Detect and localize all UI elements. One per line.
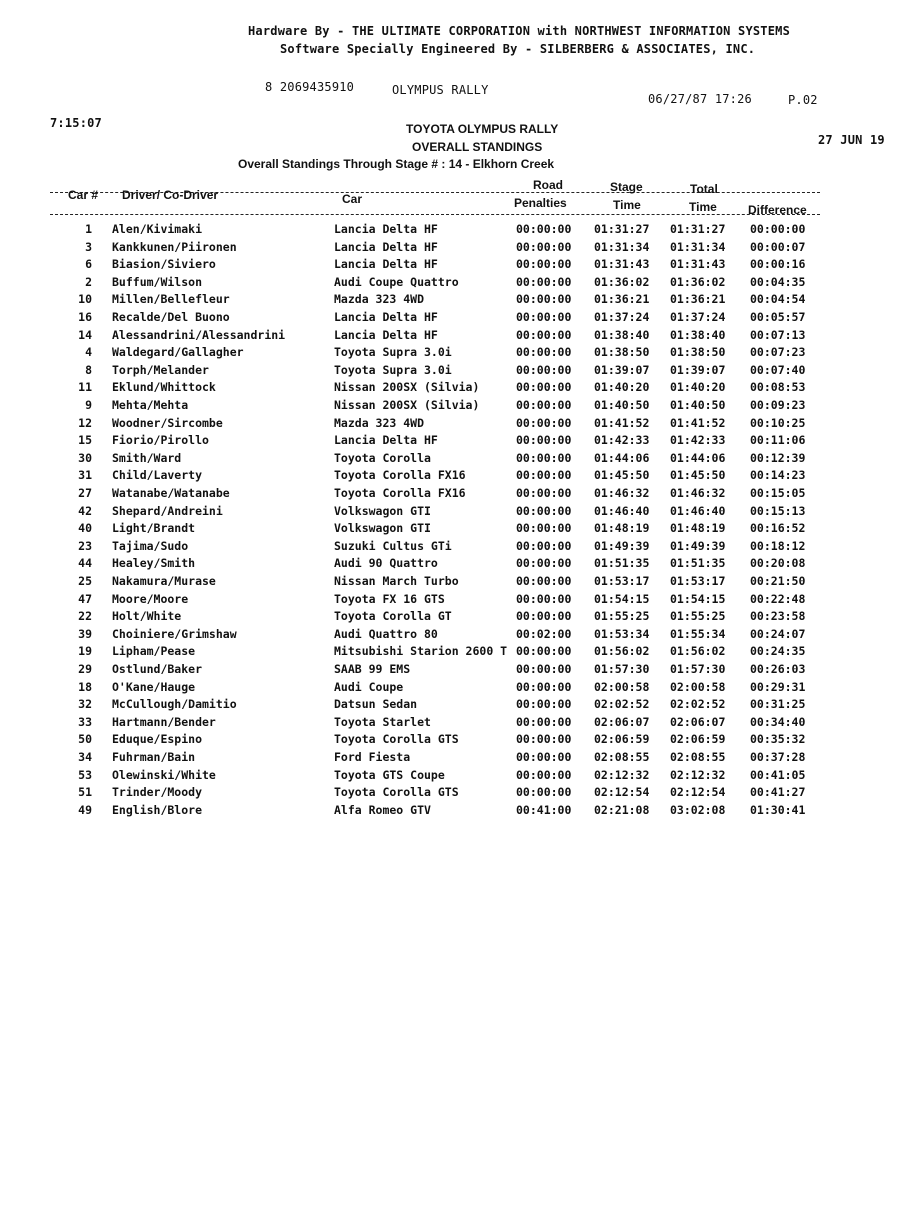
cell-stage-time: 01:53:34 [594, 626, 650, 641]
cell-car-number: 34 [78, 750, 92, 764]
cell-total-time: 01:38:50 [670, 345, 726, 360]
table-row [0, 592, 900, 609]
cell-total-time: 01:39:07 [670, 362, 726, 377]
cell-total-time: 01:40:20 [670, 380, 726, 395]
table-row [0, 697, 900, 714]
cell-road-penalties: 00:00:00 [516, 556, 572, 571]
cell-difference: 00:41:27 [750, 785, 806, 800]
cell-difference: 00:00:07 [750, 239, 806, 254]
cell-total-time: 01:51:35 [670, 556, 726, 571]
fax-name: OLYMPUS RALLY [392, 83, 489, 97]
cell-car: Audi Quattro 80 [334, 626, 438, 641]
cell-car-number: 9 [85, 398, 92, 412]
cell-difference: 00:15:13 [750, 503, 806, 518]
cell-total-time: 01:46:32 [670, 486, 726, 500]
cell-car: Nissan 200SX (Silvia) [334, 398, 480, 412]
cell-road-penalties: 00:00:00 [516, 327, 572, 342]
cell-driver: Olewinski/White [112, 767, 216, 782]
report-date: 27 JUN 19 [818, 133, 885, 147]
cell-car: Audi Coupe [334, 679, 404, 694]
cell-road-penalties: 00:00:00 [516, 538, 572, 553]
cell-road-penalties: 00:00:00 [516, 380, 572, 395]
table-row [0, 433, 900, 450]
cell-driver: Alessandrini/Alessandrini [112, 327, 286, 342]
col-total-label: Total [690, 182, 718, 196]
cell-car: Toyota Corolla GT [334, 609, 452, 624]
cell-stage-time: 01:31:34 [594, 239, 650, 254]
cell-difference: 00:22:48 [750, 591, 806, 606]
cell-car-number: 11 [78, 380, 92, 395]
cell-total-time: 01:55:25 [670, 609, 726, 624]
cell-stage-time: 02:00:58 [594, 679, 650, 694]
cell-stage-time: 01:31:27 [594, 222, 650, 236]
cell-total-time: 01:31:34 [670, 239, 726, 254]
cell-car-number: 23 [78, 538, 92, 553]
cell-road-penalties: 00:00:00 [516, 521, 572, 536]
cell-stage-time: 01:46:40 [594, 503, 650, 518]
cell-driver: Biasion/Siviero [112, 257, 216, 272]
cell-driver: Mehta/Mehta [112, 398, 189, 412]
cell-stage-time: 01:55:25 [594, 609, 650, 624]
cell-driver: Buffum/Wilson [112, 274, 203, 289]
cell-driver: English/Blore [112, 802, 203, 817]
cell-total-time: 02:08:55 [670, 750, 726, 764]
cell-total-time: 01:31:43 [670, 257, 726, 272]
table-row [0, 609, 900, 626]
cell-stage-time: 01:31:43 [594, 257, 650, 272]
cell-car: Lancia Delta HF [334, 327, 438, 342]
table-row [0, 680, 900, 697]
cell-car-number: 15 [78, 433, 92, 448]
cell-difference: 00:20:08 [750, 556, 806, 571]
cell-difference: 00:09:23 [750, 398, 806, 412]
cell-stage-time: 01:56:02 [594, 644, 650, 659]
cell-total-time: 03:02:08 [670, 802, 726, 817]
table-row [0, 380, 900, 397]
col-penalties-label: Penalties [514, 196, 567, 210]
cell-difference: 00:35:32 [750, 732, 806, 747]
cell-car: Volkswagon GTI [334, 503, 431, 518]
cell-driver: Ostlund/Baker [112, 662, 203, 676]
cell-stage-time: 02:06:59 [594, 732, 650, 747]
cell-driver: Fuhrman/Bain [112, 750, 196, 764]
cell-total-time: 01:48:19 [670, 521, 726, 536]
cell-difference: 00:31:25 [750, 697, 806, 712]
table-row [0, 785, 900, 802]
col-driver: Driver/ Co-Driver [122, 188, 219, 202]
cell-total-time: 01:36:02 [670, 274, 726, 289]
cell-car-number: 16 [78, 310, 92, 324]
fax-datetime: 06/27/87 17:26 [648, 92, 752, 106]
cell-total-time: 01:54:15 [670, 591, 726, 606]
table-row [0, 310, 900, 327]
cell-road-penalties: 00:02:00 [516, 626, 572, 641]
cell-car-number: 22 [78, 609, 92, 624]
cell-stage-time: 01:37:24 [594, 310, 650, 324]
cell-difference: 00:00:16 [750, 257, 806, 272]
cell-car: Lancia Delta HF [334, 239, 438, 254]
cell-difference: 00:11:06 [750, 433, 806, 448]
cell-car-number: 42 [78, 503, 92, 518]
cell-driver: O'Kane/Hauge [112, 679, 196, 694]
cell-total-time: 01:37:24 [670, 310, 726, 324]
cell-stage-time: 02:02:52 [594, 697, 650, 712]
cell-total-time: 02:02:52 [670, 697, 726, 712]
stage-line: Overall Standings Through Stage # : 14 - Elkhorn Creek [238, 157, 555, 171]
cell-stage-time: 02:12:32 [594, 767, 650, 782]
cell-car-number: 33 [78, 714, 92, 729]
cell-car: Suzuki Cultus GTi [334, 538, 452, 553]
cell-difference: 00:10:25 [750, 415, 806, 430]
cell-stage-time: 02:08:55 [594, 750, 650, 764]
table-row [0, 328, 900, 345]
cell-total-time: 01:44:06 [670, 450, 726, 465]
cell-road-penalties: 00:00:00 [516, 468, 572, 483]
table-row [0, 468, 900, 485]
cell-road-penalties: 00:00:00 [516, 591, 572, 606]
cell-driver: Millen/Bellefleur [112, 292, 230, 307]
cell-difference: 00:21:50 [750, 574, 806, 588]
col-difference: Difference [748, 203, 807, 217]
cell-driver: Alen/Kivimaki [112, 222, 203, 236]
cell-car-number: 31 [78, 468, 92, 483]
cell-total-time: 01:36:21 [670, 292, 726, 307]
cell-car-number: 1 [85, 222, 92, 236]
cell-difference: 00:07:40 [750, 362, 806, 377]
cell-car: Mazda 323 4WD [334, 415, 425, 430]
cell-difference: 00:07:13 [750, 327, 806, 342]
col-total-time-label: Time [689, 200, 717, 214]
cell-car: Lancia Delta HF [334, 257, 438, 272]
cell-car: Volkswagon GTI [334, 521, 431, 536]
cell-road-penalties: 00:00:00 [516, 450, 572, 465]
cell-difference: 00:15:05 [750, 486, 806, 500]
event-title: TOYOTA OLYMPUS RALLY [406, 122, 559, 136]
cell-difference: 00:24:07 [750, 626, 806, 641]
table-row [0, 768, 900, 785]
cell-total-time: 02:00:58 [670, 679, 726, 694]
cell-total-time: 02:12:54 [670, 785, 726, 800]
cell-car: Alfa Romeo GTV [334, 802, 431, 817]
cell-total-time: 01:45:50 [670, 468, 726, 483]
cell-driver: Eduque/Espino [112, 732, 203, 747]
fax-id: 8 2069435910 [265, 80, 355, 94]
cell-road-penalties: 00:00:00 [516, 310, 572, 324]
cell-car-number: 47 [78, 591, 92, 606]
cell-car: Toyota Supra 3.0i [334, 345, 452, 360]
cell-driver: Child/Laverty [112, 468, 203, 483]
cell-car-number: 51 [78, 785, 92, 800]
cell-stage-time: 01:36:02 [594, 274, 650, 289]
cell-road-penalties: 00:00:00 [516, 732, 572, 747]
table-row [0, 627, 900, 644]
cell-car-number: 53 [78, 767, 92, 782]
cell-car: Toyota Corolla [334, 450, 431, 465]
cell-driver: Eklund/Whittock [112, 380, 216, 395]
cell-stage-time: 01:45:50 [594, 468, 650, 483]
cell-total-time: 01:41:52 [670, 415, 726, 430]
table-row [0, 398, 900, 415]
table-row [0, 504, 900, 521]
cell-car: Toyota Corolla GTS [334, 732, 459, 747]
table-row [0, 416, 900, 433]
cell-stage-time: 01:40:50 [594, 398, 650, 412]
table-row [0, 732, 900, 749]
cell-driver: Torph/Melander [112, 362, 209, 377]
cell-car: SAAB 99 EMS [334, 662, 411, 676]
cell-car: Lancia Delta HF [334, 433, 438, 448]
cell-car: Toyota Corolla FX16 [334, 486, 466, 500]
cell-car-number: 18 [78, 679, 92, 694]
cell-car-number: 49 [78, 802, 92, 817]
cell-car-number: 27 [78, 486, 92, 500]
cell-road-penalties: 00:00:00 [516, 609, 572, 624]
cell-car: Toyota Starlet [334, 714, 431, 729]
cell-road-penalties: 00:00:00 [516, 345, 572, 360]
cell-stage-time: 01:39:07 [594, 362, 650, 377]
cell-stage-time: 01:49:39 [594, 538, 650, 553]
cell-stage-time: 01:53:17 [594, 574, 650, 588]
cell-difference: 00:12:39 [750, 450, 806, 465]
cell-stage-time: 01:38:50 [594, 345, 650, 360]
cell-road-penalties: 00:00:00 [516, 362, 572, 377]
cell-difference: 00:23:58 [750, 609, 806, 624]
cell-car: Datsun Sedan [334, 697, 418, 712]
cell-stage-time: 02:21:08 [594, 802, 650, 817]
cell-road-penalties: 00:00:00 [516, 662, 572, 676]
cell-driver: Moore/Moore [112, 591, 189, 606]
cell-road-penalties: 00:41:00 [516, 802, 572, 817]
table-row [0, 292, 900, 309]
cell-difference: 00:37:28 [750, 750, 806, 764]
cell-car-number: 30 [78, 450, 92, 465]
cell-driver: Holt/White [112, 609, 182, 624]
cell-difference: 00:29:31 [750, 679, 806, 694]
cell-driver: Shepard/Andreini [112, 503, 223, 518]
cell-car: Ford Fiesta [334, 750, 411, 764]
cell-difference: 00:24:35 [750, 644, 806, 659]
report-time: 7:15:07 [50, 116, 102, 130]
col-car: Car [342, 192, 363, 206]
cell-car-number: 39 [78, 626, 92, 641]
cell-car-number: 12 [78, 415, 92, 430]
cell-driver: Woodner/Sircombe [112, 415, 223, 430]
cell-total-time: 02:06:07 [670, 714, 726, 729]
col-stage-time-label: Time [613, 198, 641, 212]
cell-driver: McCullough/Damitio [112, 697, 237, 712]
cell-difference: 00:05:57 [750, 310, 806, 324]
cell-car: Lancia Delta HF [334, 310, 438, 324]
cell-car-number: 8 [85, 362, 92, 377]
table-row [0, 574, 900, 591]
cell-car-number: 50 [78, 732, 92, 747]
table-row [0, 521, 900, 538]
cell-car: Toyota FX 16 GTS [334, 591, 445, 606]
cell-driver: Tajima/Sudo [112, 538, 189, 553]
cell-road-penalties: 00:00:00 [516, 274, 572, 289]
cell-car: Toyota GTS Coupe [334, 767, 445, 782]
fax-page: P.02 [788, 93, 818, 107]
cell-car: Nissan March Turbo [334, 574, 459, 588]
cell-driver: Healey/Smith [112, 556, 196, 571]
col-road-label: Road [533, 178, 563, 192]
cell-stage-time: 01:54:15 [594, 591, 650, 606]
cell-difference: 00:04:54 [750, 292, 806, 307]
cell-car: Audi 90 Quattro [334, 556, 438, 571]
cell-difference: 01:30:41 [750, 802, 806, 817]
cell-car: Toyota Corolla GTS [334, 785, 459, 800]
cell-car-number: 32 [78, 697, 92, 712]
cell-total-time: 01:42:33 [670, 433, 726, 448]
cell-difference: 00:04:35 [750, 274, 806, 289]
table-row [0, 240, 900, 257]
cell-difference: 00:07:23 [750, 345, 806, 360]
table-row [0, 644, 900, 661]
software-credit: Software Specially Engineered By - SILBERBERG & ASSOCIATES, INC. [280, 42, 756, 56]
cell-car: Mitsubishi Starion 2600 T [334, 644, 508, 659]
cell-car-number: 19 [78, 644, 92, 659]
cell-total-time: 01:46:40 [670, 503, 726, 518]
cell-difference: 00:41:05 [750, 767, 806, 782]
cell-car-number: 25 [78, 574, 92, 588]
cell-road-penalties: 00:00:00 [516, 785, 572, 800]
cell-stage-time: 01:36:21 [594, 292, 650, 307]
table-row [0, 486, 900, 503]
cell-car: Toyota Corolla FX16 [334, 468, 466, 483]
cell-total-time: 01:56:02 [670, 644, 726, 659]
cell-car-number: 4 [85, 345, 92, 360]
cell-stage-time: 01:42:33 [594, 433, 650, 448]
cell-driver: Lipham/Pease [112, 644, 196, 659]
cell-total-time: 01:40:50 [670, 398, 726, 412]
cell-driver: Fiorio/Pirollo [112, 433, 209, 448]
cell-road-penalties: 00:00:00 [516, 257, 572, 272]
cell-driver: Kankkunen/Piironen [112, 239, 237, 254]
cell-driver: Smith/Ward [112, 450, 182, 465]
cell-road-penalties: 00:00:00 [516, 222, 572, 236]
cell-car-number: 44 [78, 556, 92, 571]
cell-total-time: 01:31:27 [670, 222, 726, 236]
table-row [0, 539, 900, 556]
cell-stage-time: 02:06:07 [594, 714, 650, 729]
table-row [0, 275, 900, 292]
col-stage-label: Stage [610, 180, 643, 194]
cell-driver: Recalde/Del Buono [112, 310, 230, 324]
cell-total-time: 01:49:39 [670, 538, 726, 553]
col-car-number: Car # [68, 188, 99, 202]
table-row [0, 451, 900, 468]
cell-driver: Choiniere/Grimshaw [112, 626, 237, 641]
cell-road-penalties: 00:00:00 [516, 679, 572, 694]
cell-difference: 00:08:53 [750, 380, 806, 395]
cell-car-number: 14 [78, 327, 92, 342]
cell-driver: Waldegard/Gallagher [112, 345, 244, 360]
cell-road-penalties: 00:00:00 [516, 644, 572, 659]
cell-road-penalties: 00:00:00 [516, 697, 572, 712]
table-row [0, 715, 900, 732]
table-row [0, 662, 900, 679]
cell-stage-time: 01:48:19 [594, 521, 650, 536]
hardware-credit: Hardware By - THE ULTIMATE CORPORATION with NORTHWEST INFORMATION SYSTEMS [248, 24, 790, 38]
cell-car: Mazda 323 4WD [334, 292, 425, 307]
cell-difference: 00:16:52 [750, 521, 806, 536]
table-row [0, 556, 900, 573]
cell-driver: Watanabe/Watanabe [112, 486, 230, 500]
cell-driver: Trinder/Moody [112, 785, 203, 800]
cell-car-number: 3 [85, 239, 92, 254]
cell-difference: 00:14:23 [750, 468, 806, 483]
cell-road-penalties: 00:00:00 [516, 750, 572, 764]
cell-road-penalties: 00:00:00 [516, 486, 572, 500]
cell-total-time: 02:06:59 [670, 732, 726, 747]
cell-difference: 00:26:03 [750, 662, 806, 676]
cell-driver: Nakamura/Murase [112, 574, 216, 588]
cell-stage-time: 02:12:54 [594, 785, 650, 800]
cell-stage-time: 01:44:06 [594, 450, 650, 465]
cell-driver: Hartmann/Bender [112, 714, 216, 729]
cell-car-number: 2 [85, 274, 92, 289]
cell-car-number: 6 [85, 257, 92, 272]
cell-driver: Light/Brandt [112, 521, 196, 536]
table-row [0, 222, 900, 239]
cell-total-time: 01:57:30 [670, 662, 726, 676]
cell-car: Lancia Delta HF [334, 222, 438, 236]
cell-total-time: 01:53:17 [670, 574, 726, 588]
table-row [0, 750, 900, 767]
table-row [0, 257, 900, 274]
cell-stage-time: 01:38:40 [594, 327, 650, 342]
header-divider [50, 214, 820, 215]
cell-road-penalties: 00:00:00 [516, 433, 572, 448]
cell-stage-time: 01:41:52 [594, 415, 650, 430]
cell-total-time: 02:12:32 [670, 767, 726, 782]
table-row [0, 363, 900, 380]
cell-difference: 00:00:00 [750, 222, 806, 236]
page-title: OVERALL STANDINGS [412, 140, 543, 154]
cell-stage-time: 01:40:20 [594, 380, 650, 395]
cell-road-penalties: 00:00:00 [516, 398, 572, 412]
cell-car: Nissan 200SX (Silvia) [334, 380, 480, 395]
cell-difference: 00:18:12 [750, 538, 806, 553]
cell-road-penalties: 00:00:00 [516, 574, 572, 588]
cell-total-time: 01:38:40 [670, 327, 726, 342]
table-row [0, 345, 900, 362]
cell-stage-time: 01:57:30 [594, 662, 650, 676]
cell-road-penalties: 00:00:00 [516, 292, 572, 307]
cell-road-penalties: 00:00:00 [516, 239, 572, 254]
cell-total-time: 01:55:34 [670, 626, 726, 641]
cell-car-number: 40 [78, 521, 92, 536]
cell-stage-time: 01:46:32 [594, 486, 650, 500]
cell-difference: 00:34:40 [750, 714, 806, 729]
cell-car-number: 10 [78, 292, 92, 307]
cell-road-penalties: 00:00:00 [516, 714, 572, 729]
cell-road-penalties: 00:00:00 [516, 503, 572, 518]
cell-car: Toyota Supra 3.0i [334, 362, 452, 377]
cell-road-penalties: 00:00:00 [516, 767, 572, 782]
cell-stage-time: 01:51:35 [594, 556, 650, 571]
cell-road-penalties: 00:00:00 [516, 415, 572, 430]
cell-car: Audi Coupe Quattro [334, 274, 459, 289]
cell-car-number: 29 [78, 662, 92, 676]
table-row [0, 803, 900, 820]
